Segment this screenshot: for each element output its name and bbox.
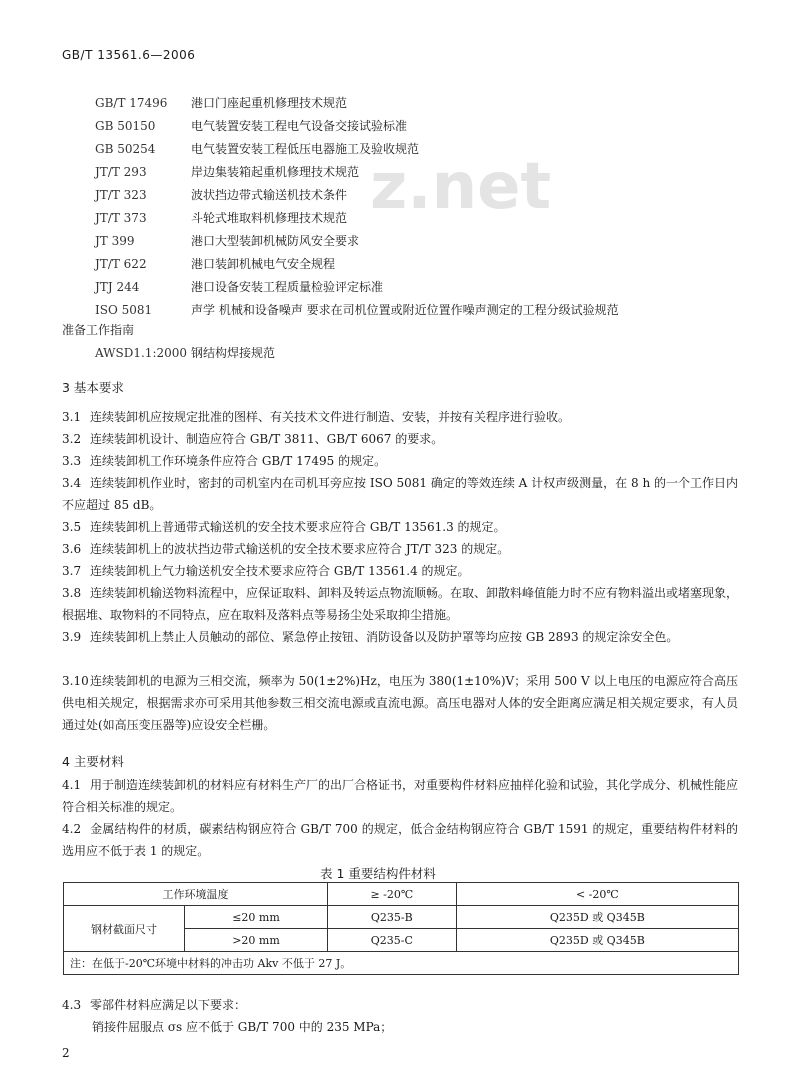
clause-3-8: 3.8 连续装卸机输送物料流程中，应保证取料、卸料及转运点物流顺畅。在取、卸散料峰值能力时不应有物料溢出或堵塞现象，根据堆、取物料的不同特点，应在取料及落料点等易扬尘处采取抑尘措施。 — [62, 586, 739, 622]
table-cell-material: Q235-C — [327, 929, 456, 952]
materials-table — [63, 882, 739, 975]
clause-3-4: 3.4 连续装卸机作业时，密封的司机室内在司机耳旁应按 ISO 5081 确定的等效连续 A 计权声级测量，在 8 h 的一个工作日内不应超过 85 dB。 — [62, 476, 738, 512]
section-heading-3: 3 基本要求 — [62, 380, 124, 395]
table-caption: 表 1 重要结构件材料 — [320, 866, 436, 881]
reference-code: JTJ 244 — [95, 280, 140, 294]
table-note: 注：在低于-20℃环境中材料的冲击功 Akv 不低于 27 J。 — [64, 952, 739, 975]
reference-item — [95, 161, 755, 184]
clause-3-1: 3.1 连续装卸机应按规定批准的图样、有关技术文件进行制造、安装，并按有关程序进行验收。 — [62, 410, 571, 424]
reference-item — [95, 299, 755, 322]
clause-3-5: 3.5 连续装卸机上普通带式输送机的安全技术要求应符合 GB/T 13561.3 的规定。 — [62, 520, 506, 534]
clause-3-7: 3.7 连续装卸机上气力输送机安全技术要求应符合 GB/T 13561.4 的规定。 — [62, 564, 470, 578]
table-cell-material: Q235D 或 Q345B — [456, 929, 738, 952]
reference-item — [95, 138, 755, 161]
reference-item — [95, 207, 755, 230]
reference-continuation: 准备工作指南 — [62, 323, 135, 337]
table-row-label: 钢材截面尺寸 — [64, 906, 185, 952]
table-header-above-minus20: ≥ -20℃ — [327, 883, 456, 906]
clause-3-10: 3.10连续装卸机的电源为三相交流，频率为 50(1±2%)Hz，电压为 380(1±10%)V；采用 500 V 以上电压的电源应符合高压供电相关规定，根据需求亦可采用其他参数三相交流电源或直流电源。高压电器对人体的安全距离应满足相关规定要求，有人员通过处(如高压变压器等)应设安全栏栅。 — [62, 674, 738, 732]
clause-4-2: 4.2 金属结构件的材质，碳素结构钢应符合 GB/T 700 的规定，低合金结构钢应符合 GB/T 1591 的规定，重要结构件材料的选用应不低于表 1 的规定。 — [62, 822, 738, 858]
reference-code: AWSD1.1:2000 — [95, 346, 188, 360]
page-header: GB/T 13561.6—2006 — [62, 48, 196, 62]
reference-title: 港口装卸机械电气安全规程 — [191, 257, 336, 271]
table-cell-size: ≤20 mm — [185, 906, 328, 929]
reference-code: JT/T 373 — [95, 211, 147, 225]
reference-title: 电气装置安装工程低压电器施工及验收规范 — [191, 142, 420, 156]
table-header-temperature: 工作环境温度 — [64, 883, 328, 906]
reference-item — [95, 276, 755, 299]
reference-last — [95, 342, 755, 365]
clause-3-9: 3.9 连续装卸机上禁止人员触动的部位、紧急停止按钮、消防设备以及防护罩等均应按 GB 2893 的规定涂安全色。 — [62, 630, 679, 644]
clause-4-3: 4.3 零部件材料应满足以下要求： — [62, 998, 247, 1012]
reference-item — [95, 184, 755, 207]
reference-code: JT 399 — [95, 234, 135, 248]
clause-3-2: 3.2 连续装卸机设计、制造应符合 GB/T 3811、GB/T 6067 的要求。 — [62, 432, 444, 446]
table-header-below-minus20: < -20℃ — [456, 883, 738, 906]
reference-item — [95, 253, 755, 276]
reference-item — [95, 115, 755, 138]
reference-code: JT/T 323 — [95, 188, 147, 202]
reference-item — [95, 92, 755, 115]
reference-code: GB 50150 — [95, 119, 156, 133]
watermark: z.net — [370, 150, 552, 224]
table-cell-material: Q235D 或 Q345B — [456, 906, 738, 929]
page-number: 2 — [62, 1046, 70, 1060]
clause-4-3-item: 销接件屈服点 σs 应不低于 GB/T 700 中的 235 MPa； — [92, 1020, 393, 1034]
reference-title: 岸边集装箱起重机修理技术规范 — [191, 165, 360, 179]
clause-4-1: 4.1 用于制造连续装卸机的材料应有材料生产厂的出厂合格证书，对重要构件材料应抽样化验和试验，其化学成分、机械性能应符合相关标准的规定。 — [62, 778, 739, 814]
reference-title: 斗轮式堆取料机修理技术规范 — [191, 211, 348, 225]
table-cell-material: Q235-B — [327, 906, 456, 929]
section-heading-4: 4 主要材料 — [62, 754, 124, 769]
reference-code: GB/T 17496 — [95, 96, 168, 110]
reference-code: GB 50254 — [95, 142, 156, 156]
reference-title: 港口门座起重机修理技术规范 — [191, 96, 348, 110]
reference-code: JT/T 622 — [95, 257, 147, 271]
clause-3-6: 3.6 连续装卸机上的波状挡边带式输送机的安全技术要求应符合 JT/T 323 的规定。 — [62, 542, 510, 556]
normative-references-list — [95, 92, 755, 322]
reference-title: 波状挡边带式输送机技术条件 — [191, 188, 348, 202]
clause-3-3: 3.3 连续装卸机工作环境条件应符合 GB/T 17495 的规定。 — [62, 454, 387, 468]
reference-title: 电气装置安装工程电气设备交接试验标准 — [191, 119, 408, 133]
reference-item — [95, 230, 755, 253]
reference-title: 钢结构焊接规范 — [191, 346, 276, 360]
table-cell-size: >20 mm — [185, 929, 328, 952]
reference-code: ISO 5081 — [95, 303, 153, 317]
reference-title: 声学 机械和设备噪声 要求在司机位置或附近位置作噪声测定的工程分级试验规范 — [191, 303, 619, 317]
reference-title: 港口大型装卸机械防风安全要求 — [191, 234, 360, 248]
reference-title: 港口设备安装工程质量检验评定标准 — [191, 280, 384, 294]
reference-code: JT/T 293 — [95, 165, 147, 179]
